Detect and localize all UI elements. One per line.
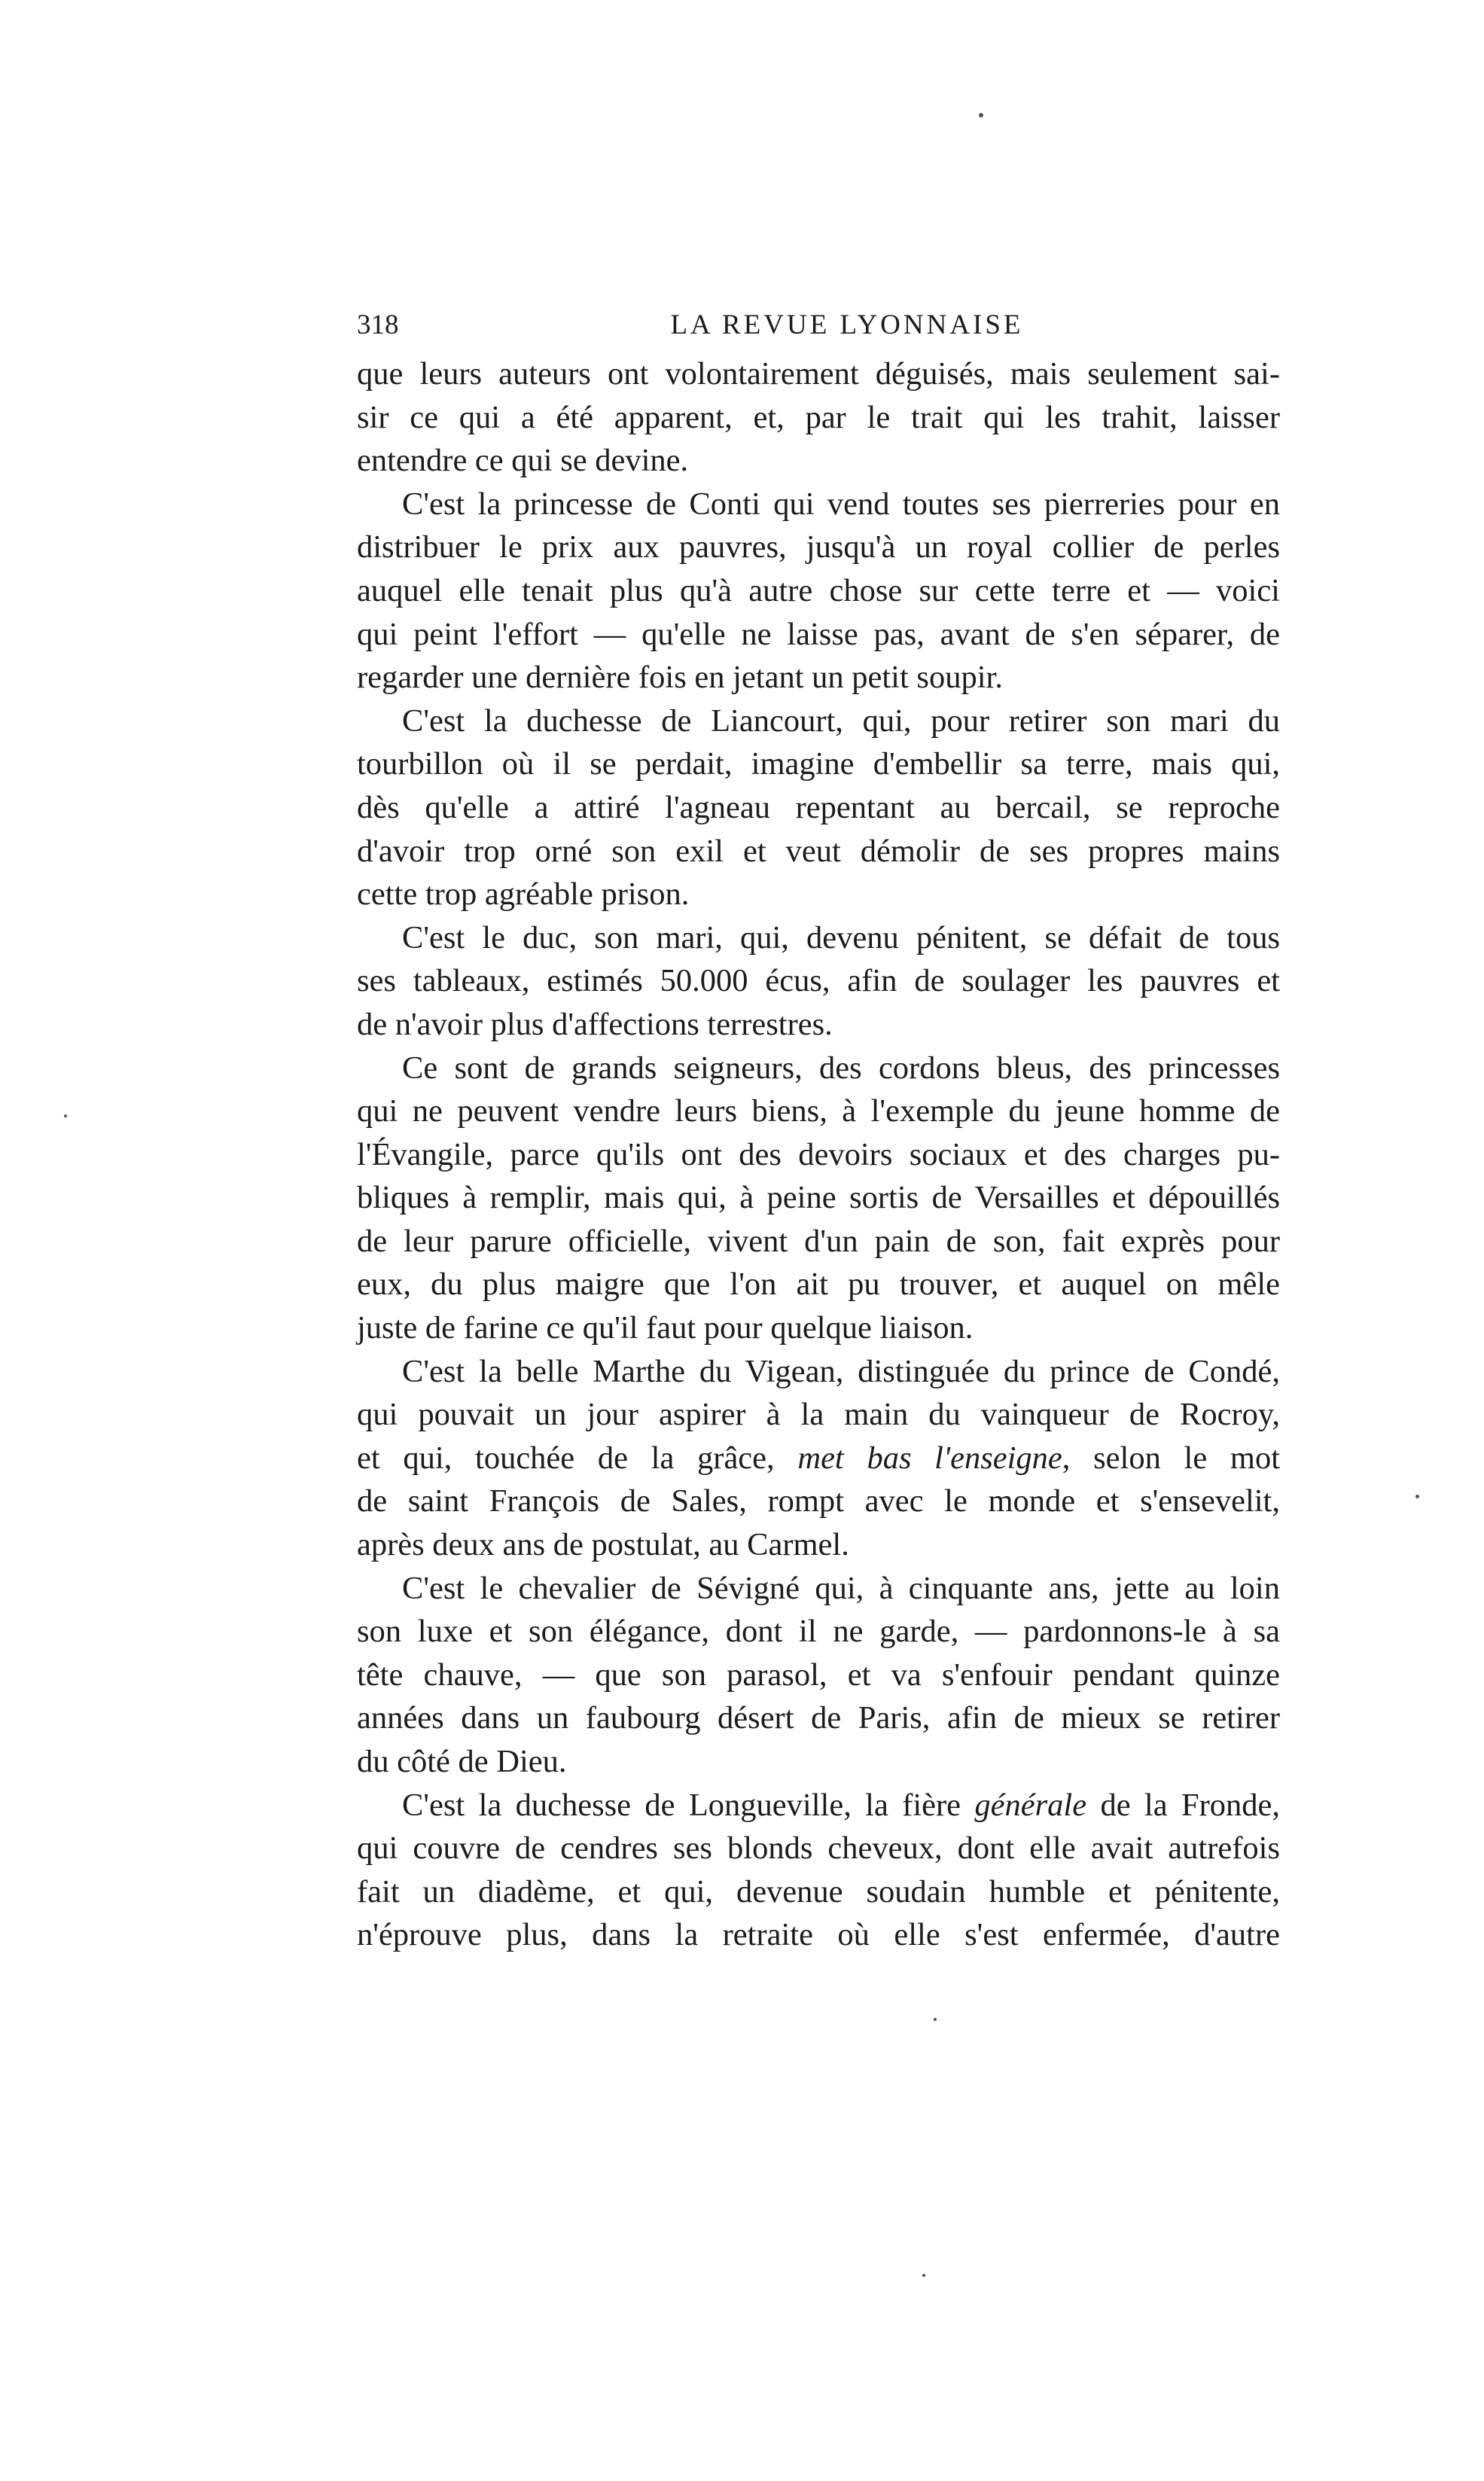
body-text [357, 352, 1280, 1957]
text-line: regarder une dernière fois en jetant un petit soupir. [357, 660, 1003, 696]
text-line: l'Évangile, parce qu'ils ont des devoirs sociaux et des charges pu- [357, 1136, 1280, 1172]
text-line: C'est la duchesse de Liancourt, qui, pour retirer son mari du [402, 703, 1280, 739]
paragraph [357, 1350, 1280, 1567]
text-line: C'est la princesse de Conti qui vend toutes ses pierreries pour en [402, 486, 1280, 522]
ink-speck [64, 1114, 67, 1117]
text-line [357, 1437, 1280, 1480]
text-run: , selon le mot [1062, 1440, 1281, 1476]
text-line: C'est le chevalier de Sévigné qui, à cinquante ans, jette au loin [402, 1570, 1280, 1606]
page-number: 318 [357, 309, 399, 340]
text-run: de la Fronde, [1086, 1787, 1280, 1823]
text-line: bliques à remplir, mais qui, à peine sortis de Versailles et dépouillés [357, 1180, 1280, 1216]
text-line: tourbillon où il se perdait, imagine d'embellir sa terre, mais qui, [357, 746, 1280, 782]
ink-speck [922, 2274, 925, 2277]
paragraph [357, 699, 1280, 916]
text-line: eux, du plus maigre que l'on ait pu trouver, et auquel on mêle [357, 1266, 1280, 1303]
text-line: années dans un faubourg désert de Paris, afin de mieux se retirer [357, 1700, 1280, 1736]
text-line: d'avoir trop orné son exil et veut démolir de ses propres mains [357, 833, 1280, 869]
text-line: C'est la belle Marthe du Vigean, distinguée du prince de Condé, [402, 1353, 1280, 1389]
text-line: de n'avoir plus d'affections terrestres. [357, 1006, 833, 1042]
ink-speck [979, 113, 983, 117]
text-line: qui ne peuvent vendre leurs biens, à l'exemple du jeune homme de [357, 1093, 1280, 1129]
text-line: après deux ans de postulat, au Carmel. [357, 1527, 849, 1563]
italic-phrase: met bas l'enseigne [797, 1440, 1062, 1476]
text-line: entendre ce qui se devine. [357, 443, 689, 479]
text-line: tête chauve, — que son parasol, et va s'enfouir pendant quinze [357, 1657, 1280, 1693]
text-line: qui pouvait un jour aspirer à la main du vainqueur de Rocroy, [357, 1397, 1280, 1433]
running-head: LA REVUE LYONNAISE [670, 309, 1024, 340]
text-line: que leurs auteurs ont volontairement déguisés, mais seulement sai- [357, 356, 1280, 392]
paragraph [357, 483, 1280, 699]
text-line: de leur parure officielle, vivent d'un pain de son, fait exprès pour [357, 1223, 1280, 1259]
paragraph [357, 1047, 1280, 1350]
text-line: sir ce qui a été apparent, et, par le trait qui les trahit, laisser [357, 399, 1280, 435]
text-line: C'est le duc, son mari, qui, devenu pénitent, se défait de tous [402, 919, 1280, 956]
text-line: juste de farine ce qu'il faut pour quelque liaison. [357, 1310, 974, 1346]
text-line: qui couvre de cendres ses blonds cheveux, dont elle avait autrefois [357, 1830, 1280, 1867]
text-line: fait un diadème, et qui, devenue soudain humble et pénitente, [357, 1873, 1280, 1910]
text-line: auquel elle tenait plus qu'à autre chose sur cette terre et — voici [357, 572, 1280, 608]
text-line: dès qu'elle a attiré l'agneau repentant au bercail, se reproche [357, 789, 1280, 825]
text-line: ses tableaux, estimés 50.000 écus, afin de soulager les pauvres et [357, 963, 1280, 999]
italic-phrase: générale [974, 1787, 1087, 1823]
text-line [357, 1784, 1280, 1827]
text-line: qui peint l'effort — qu'elle ne laisse pas, avant de s'en séparer, de [357, 616, 1280, 652]
text-line: de saint François de Sales, rompt avec le monde et s'ensevelit, [357, 1483, 1280, 1519]
ink-speck [1415, 1495, 1419, 1498]
text-line: n'éprouve plus, dans la retraite où elle s'est enfermée, d'autre [357, 1917, 1280, 1953]
paragraph [357, 1567, 1280, 1784]
text-run: C'est la duchesse de Longueville, la fière [402, 1787, 975, 1823]
text-line: Ce sont de grands seigneurs, des cordons bleus, des princesses [402, 1050, 1280, 1086]
ink-speck [934, 2018, 937, 2021]
paragraph [357, 916, 1280, 1047]
text-line: du côté de Dieu. [357, 1744, 567, 1779]
text-line: distribuer le prix aux pauvres, jusqu'à un royal collier de perles [357, 529, 1280, 565]
paragraph [357, 352, 1280, 483]
text-line: cette trop agréable prison. [357, 876, 690, 913]
paragraph [357, 1784, 1280, 1957]
text-run: et qui, touchée de la grâce, [357, 1440, 798, 1476]
text-line: son luxe et son élégance, dont il ne garde, — pardonnons-le à sa [357, 1614, 1280, 1650]
page-header [354, 303, 1280, 348]
